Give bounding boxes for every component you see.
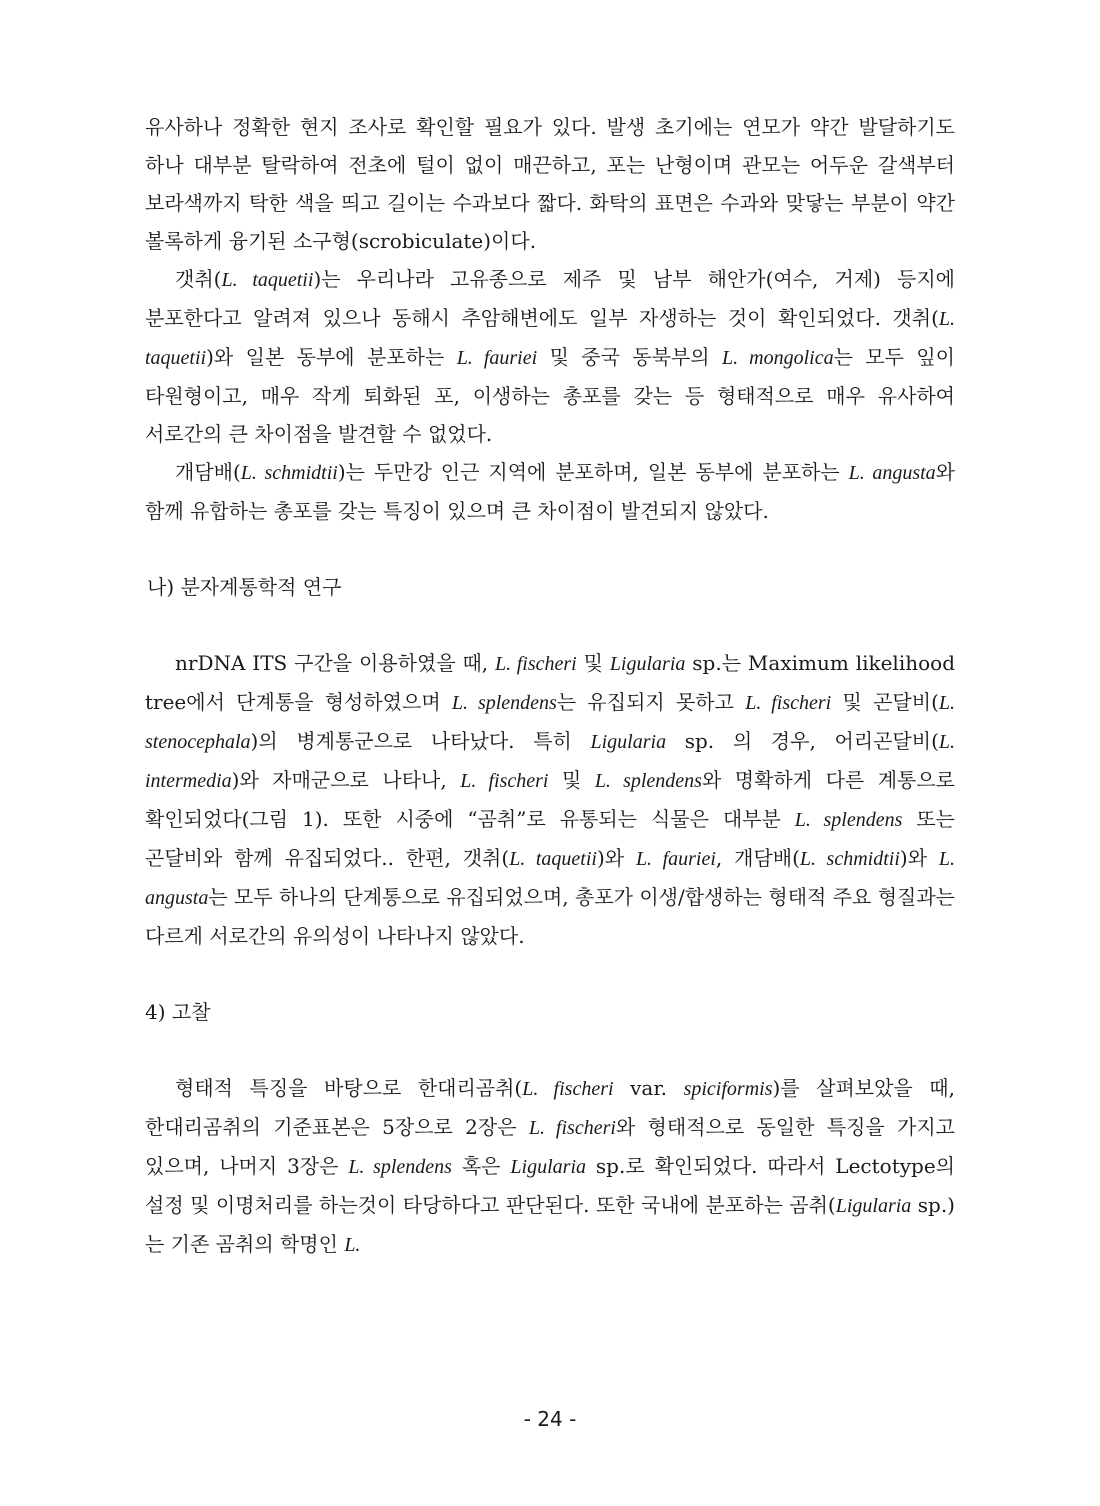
species-name: L. [344,1234,361,1256]
species-name: L. fischeri [745,692,832,714]
species-name: L. fischeri [522,1078,614,1100]
species-name: L. fischeri [528,1117,616,1139]
document-body [145,108,955,1264]
species-name: spiciformis [683,1078,773,1100]
species-name: L. fischeri [460,770,549,792]
species-name: L. schmidtii [799,848,900,870]
paragraph-schmidtii: 개담배(L. schmidtii)는 두만강 인근 지역에 분포하며, 일본 동부에 분포하는 L. angusta와 함께 유합하는 총포를 갖는 특징이 있으며 큰 차이점이 발견되지 않았다. [145,460,955,523]
section-heading-molecular: 나) 분자계통학적 연구 [147,575,342,599]
species-name: L. splendens [451,692,557,714]
species-name: L. splendens [594,770,702,792]
species-name: L. angusta [145,848,956,909]
species-name: L. taquetii [509,848,597,870]
species-name: L. angusta [848,462,936,484]
paragraph-molecular-results: nrDNA ITS 구간을 이용하였을 때, L. fischeri 및 Ligularia sp.는 Maximum likelihood tree에서 단계통을 형성하였으며 L. splendens는 유집되지 못하고 L. fischeri 및 곤달비(L. stenocephala)의 병계통군으로 나타났다. 특히 Ligularia sp. 의 경우, 어리곤달비(L. intermedia)와 자매군으로 나타나, L. fischeri 및 L. splendens와 명확하게 다른 계통으로 확인되었다(그림 1). 또한 시중에 “곰취”로 유통되는 식물은 대부분 L. splendens 또는 곤달비와 함께 유집되었다.. 한편, 갯취(L. taquetii)와 L. fauriei, 개담배(L. schmidtii)와 L. angusta는 모두 하나의 단계통으로 유집되었으며, 총포가 이생/합생하는 형태적 주요 형질과는 다르게 서로간의 유의성이 나타나지 않았다. [145,651,956,948]
species-name: L. stenocephala [145,692,955,753]
species-name: L. mongolica [722,347,834,369]
paragraph-taquetii: 갯취(L. taquetii)는 우리나라 고유종으로 제주 및 남부 해안가(여수, 거제) 등지에 분포한다고 알려져 있으나 동해시 추암해변에도 일부 자생하는 것이 확인되었다. 갯취(L. taquetii)와 일본 동부에 분포하는 L. fauriei 및 중국 동북부의 L. mongolica는 모두 잎이 타원형이고, 매우 작게 퇴화된 포, 이생하는 총포를 갖는 등 형태적으로 매우 유사하여 서로간의 큰 차이점을 발견할 수 없었다. [145,267,956,446]
species-name: Ligularia [510,1156,586,1178]
species-name: L. fauriei [456,347,538,369]
page-number: - 24 - [523,1407,577,1431]
paragraph-discussion: 형태적 특징을 바탕으로 한대리곰취(L. fischeri var. spiciformis)를 살펴보았을 때, 한대리곰취의 기준표본은 5장으로 2장은 L. fischeri와 형태적으로 동일한 특징을 가지고 있으며, 나머지 3장은 L. splendens 혹은 Ligularia sp.로 확인되었다. 따라서 Lectotype의 설정 및 이명처리를 하는것이 타당하다고 판단된다. 또한 국내에 분포하는 곰취(Ligularia sp.)는 기존 곰취의 학명인 L. [145,1076,956,1256]
species-name: L. taquetii [145,308,955,369]
section-heading-discussion: 4) 고찰 [145,1000,211,1024]
species-name: L. fauriei [635,848,716,870]
species-name: L. fischeri [495,653,577,675]
species-name: L. splendens [794,809,903,831]
species-name: Ligularia [590,731,667,753]
paragraph-morphology-cont: 유사하나 정확한 현지 조사로 확인할 필요가 있다. 발생 초기에는 연모가 약간 발달하기도 하나 대부분 탈락하여 전초에 털이 없이 매끈하고, 포는 난형이며 관모는 어두운 갈색부터 보라색까지 탁한 색을 띄고 길이는 수과보다 짧다. 화탁의 표면은 수과와 맞닿는 부분이 약간 볼록하게 융기된 소구형(scrobiculate)이다. [145,115,955,253]
species-name: L. intermedia [145,731,955,792]
species-name: Ligularia [609,653,686,675]
species-name: L. schmidtii [240,462,338,484]
species-name: L. splendens [348,1156,452,1178]
species-name: Ligularia [835,1195,912,1217]
species-name: L. taquetii [221,269,314,291]
